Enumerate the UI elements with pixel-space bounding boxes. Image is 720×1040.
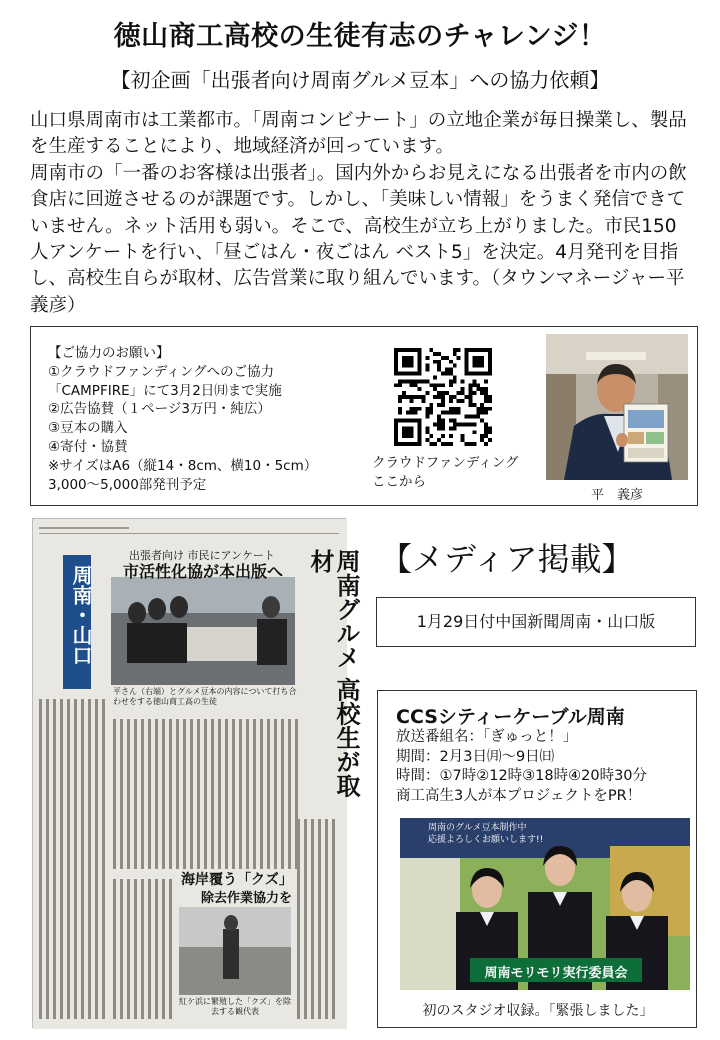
qr-caption-line-2: ここから bbox=[372, 474, 426, 490]
request-item-2: ②広告協賛（１ページ3万円・純広） bbox=[48, 401, 271, 418]
tv-title: CCSシティーケーブル周南 bbox=[396, 706, 625, 728]
request-list bbox=[48, 344, 378, 494]
clipping-photo-caption: 平さん（右端）とグルメ豆本の内容について打ち合わせをする徳山商工高の生徒 bbox=[113, 687, 297, 706]
clipping-second-subheadline: 除去作業協力を bbox=[201, 891, 293, 906]
tv-details bbox=[396, 728, 647, 806]
tv-caption: 初のスタジオ収録。「緊張しました」 bbox=[422, 1003, 654, 1019]
tv-pr: 商工高生3人が本プロジェクトをPR！ bbox=[396, 787, 642, 804]
request-item-1: ①クラウドファンディングへのご協力 bbox=[48, 363, 275, 380]
newspaper-box: 1月29日付中国新聞周南・山口版 bbox=[376, 597, 696, 647]
tv-screen-text bbox=[428, 822, 543, 846]
qr-caption bbox=[372, 454, 542, 492]
tv-screen-line-1: 周南のグルメ豆本制作中 bbox=[428, 823, 527, 833]
tv-studio-photo bbox=[400, 818, 690, 990]
clipping-kicker: 出張者向け 市民にアンケート bbox=[129, 549, 275, 562]
tv-screen-line-2: 応援よろしくお願いします!! bbox=[428, 835, 544, 845]
request-item-3: ③豆本の購入 bbox=[48, 420, 128, 437]
page-subtitle: 【初企画「出張者向け周南グルメ豆本」への協力依頼】 bbox=[110, 68, 610, 92]
intro-paragraph-1: 山口県周南市は工業都市。「周南コンビナート」の立地企業が毎日操業し、製品を生産することにより、地域経済が回っています。 bbox=[30, 110, 687, 158]
clipping-second-caption: 紅ケ浜に繁殖した「クズ」を除去する観代表 bbox=[179, 997, 291, 1016]
photo-caption: 平 義彦 bbox=[590, 488, 643, 503]
page-title: 徳山商工高校の生徒有志のチャレンジ！ bbox=[113, 21, 607, 52]
media-heading: 【メディア掲載】 bbox=[380, 540, 634, 578]
request-size-note: ※サイズはA6（縦14・8cm、横10・5cm） bbox=[48, 457, 318, 474]
request-item-4: ④寄付・協賛 bbox=[48, 438, 128, 455]
clipping-headline: 市活性化協が本出版へ bbox=[123, 562, 284, 581]
request-print-run: 3,000～5,000部発刊予定 bbox=[48, 476, 207, 493]
tv-screen-banner: 周南モリモリ実行委員会 bbox=[484, 966, 628, 981]
tv-times: 時間：①7時②12時③18時④20時30分 bbox=[396, 768, 648, 785]
clipping-big-headline: 周南グルメ 高校生が取材 bbox=[306, 549, 360, 798]
newspaper-clipping bbox=[32, 518, 360, 1028]
intro-text bbox=[30, 108, 694, 319]
intro-paragraph-2: 周南市の「一番のお客様は出張者」。国内外からお見えになる出張者を市内の飲食店に回遊させるのが課題です。しかし、「美味しい情報」をうまく発信できていません。ネット活用も弱い。そこで、高校生が立ち上がりました。市民150人アンケートを行い、「昼ごはん・夜ごはん ベスト5」を決定。4月発刊を目指し、高校生自らが取材、広告営業に取り組んでいます。（タウンマネージャー平義彦） bbox=[30, 162, 687, 316]
tv-period: 期間：2月3日㈪～9日㈰ bbox=[396, 748, 555, 765]
tv-program: 放送番組名：「ぎゅっと！」 bbox=[396, 729, 578, 745]
clipping-region: 周南・山口 bbox=[69, 565, 93, 665]
qr-caption-line-1: クラウドファンディング bbox=[372, 455, 519, 471]
clipping-second-headline: 海岸覆う「クズ」 bbox=[181, 872, 293, 888]
qr-code-icon[interactable] bbox=[394, 348, 492, 446]
request-heading: 【ご協力のお願い】 bbox=[48, 345, 170, 361]
person-photo bbox=[546, 334, 688, 480]
request-item-1-detail: 「CAMPFIRE」にて3月2日㈪まで実施 bbox=[48, 382, 282, 399]
